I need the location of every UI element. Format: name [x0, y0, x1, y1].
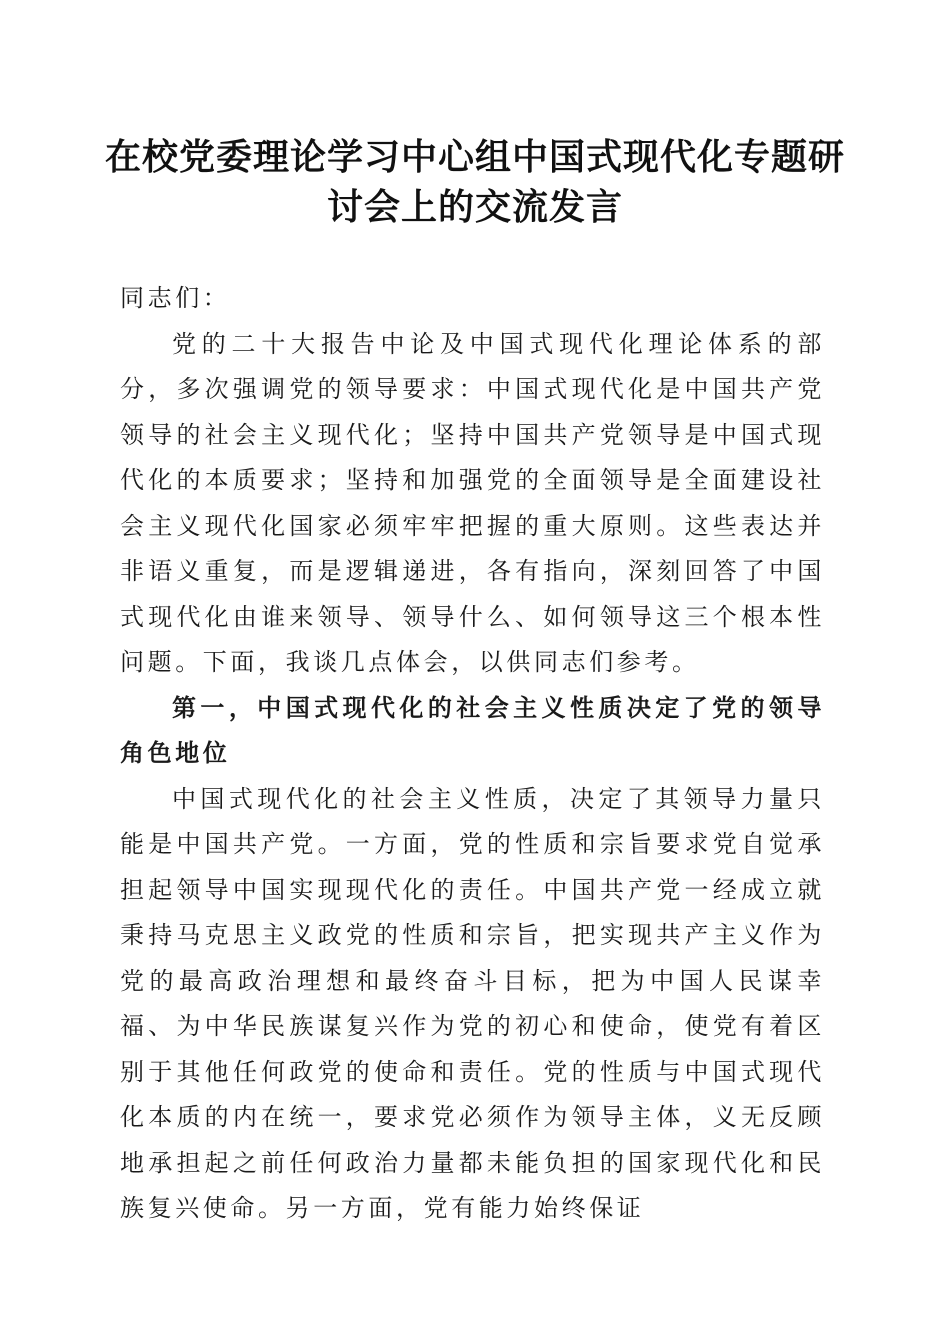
document-title: 在校党委理论学习中心组中国式现代化专题研讨会上的交流发言 [104, 136, 845, 228]
salutation: 同志们： [120, 284, 231, 312]
intro-paragraph: 党的二十大报告中论及中国式现代化理论体系的部分，多次强调党的领导要求：中国式现代化是中国共产党领导的社会主义现代化；坚持中国共产党领导是中国式现代化的本质要求；坚持和加强党的全面领导是全面建设社会主义现代化国家必须牢牢把握的重大原则。这些表达并非语义重复，而是逻辑递进，各有指向，深刻回答了中国式现代化由谁来领导、领导什么、如何领导这三个根本性问题。下面，我谈几点体会，以供同志们参考。 [120, 329, 825, 676]
document-body [120, 276, 825, 1232]
section-heading: 第一，中国式现代化的社会主义性质决定了党的领导角色地位 [120, 693, 825, 767]
section-paragraph: 中国式现代化的社会主义性质，决定了其领导力量只能是中国共产党。一方面，党的性质和宗旨要求党自觉承担起领导中国实现现代化的责任。中国共产党一经成立就秉持马克思主义政党的性质和宗旨，把实现共产主义作为党的最高政治理想和最终奋斗目标，把为中国人民谋幸福、为中华民族谋复兴作为党的初心和使命，使党有着区别于其他任何政党的使命和责任。党的性质与中国式现代化本质的内在统一，要求党必须作为领导主体，义无反顾地承担起之前任何政治力量都未能负担的国家现代化和民族复兴使命。另一方面，党有能力始终保证 [120, 784, 825, 1222]
